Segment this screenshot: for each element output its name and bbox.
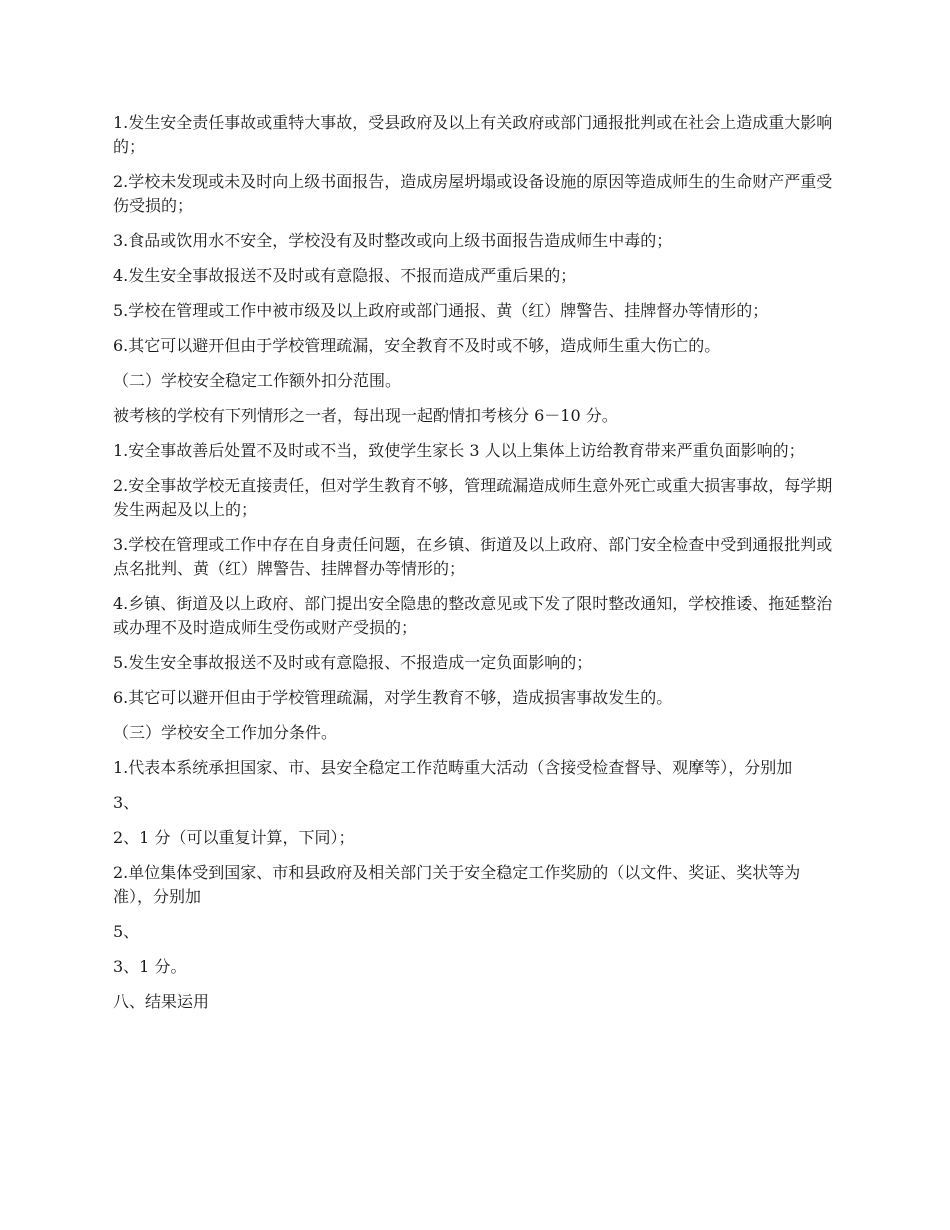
paragraph-2: 2.学校未发现或未及时向上级书面报告，造成房屋坍塌或设备设施的原因等造成师生的生命财产严重受伤受损的； [113,172,833,215]
paragraph-5: 5.学校在管理或工作中被市级及以上政府或部门通报、黄（红）牌警告、挂牌督办等情形的； [113,301,769,320]
paragraph-6: 6.其它可以避开但由于学校管理疏漏，安全教育不及时或不够，造成师生重大伤亡的。 [113,336,721,355]
section-heading-8: 八、结果运用 [113,992,210,1011]
paragraph-14: 3、 [113,793,140,812]
paragraph-10: 4.乡镇、街道及以上政府、部门提出安全隐患的整改意见或下发了限时整改通知，学校推诿、拖延整治或办理不及时造成师生受伤或财产受损的； [113,594,833,637]
paragraph-15: 2、1 分（可以重复计算，下同）； [113,828,355,847]
paragraph-3: 3.食品或饮用水不安全，学校没有及时整改或向上级书面报告造成师生中毒的； [113,231,673,250]
section-heading-2: （二）学校安全稳定工作额外扣分范围。 [113,371,402,390]
paragraph-8: 2.安全事故学校无直接责任，但对学生教育不够，管理疏漏造成师生意外死亡或重大损害事故，每学期发生两起及以上的； [113,476,833,519]
paragraph-12: 6.其它可以避开但由于学校管理疏漏，对学生教育不够，造成损害事故发生的。 [113,688,673,707]
paragraph-4: 4.发生安全事故报送不及时或有意隐报、不报而造成严重后果的； [113,266,577,285]
paragraph-16: 2.单位集体受到国家、市和县政府及相关部门关于安全稳定工作奖励的（以文件、奖证、奖状等为准），分别加 [113,863,801,906]
paragraph-7: 1.安全事故善后处置不及时或不当，致使学生家长 3 人以上集体上访给教育带来严重负面影响的； [113,441,805,460]
paragraph-17: 5、 [113,922,140,941]
paragraph-13: 1.代表本系统承担国家、市、县安全稳定工作范畴重大活动（含接受检查督导、观摩等），分别加 [113,758,793,777]
paragraph-18: 3、1 分。 [113,957,187,976]
document-body [113,111,837,1025]
paragraph-9: 3.学校在管理或工作中存在自身责任问题，在乡镇、街道及以上政府、部门安全检查中受到通报批判或点名批判、黄（红）牌警告、挂牌督办等情形的； [113,535,833,578]
paragraph-1: 1.发生安全责任事故或重特大事故，受县政府及以上有关政府或部门通报批判或在社会上造成重大影响的； [113,113,833,156]
paragraph-11: 5.发生安全事故报送不及时或有意隐报、不报造成一定负面影响的； [113,653,593,672]
section-heading-3: （三）学校安全工作加分条件。 [113,723,338,742]
paragraph-intro: 被考核的学校有下列情形之一者，每出现一起酌情扣考核分 6－10 分。 [113,406,618,425]
